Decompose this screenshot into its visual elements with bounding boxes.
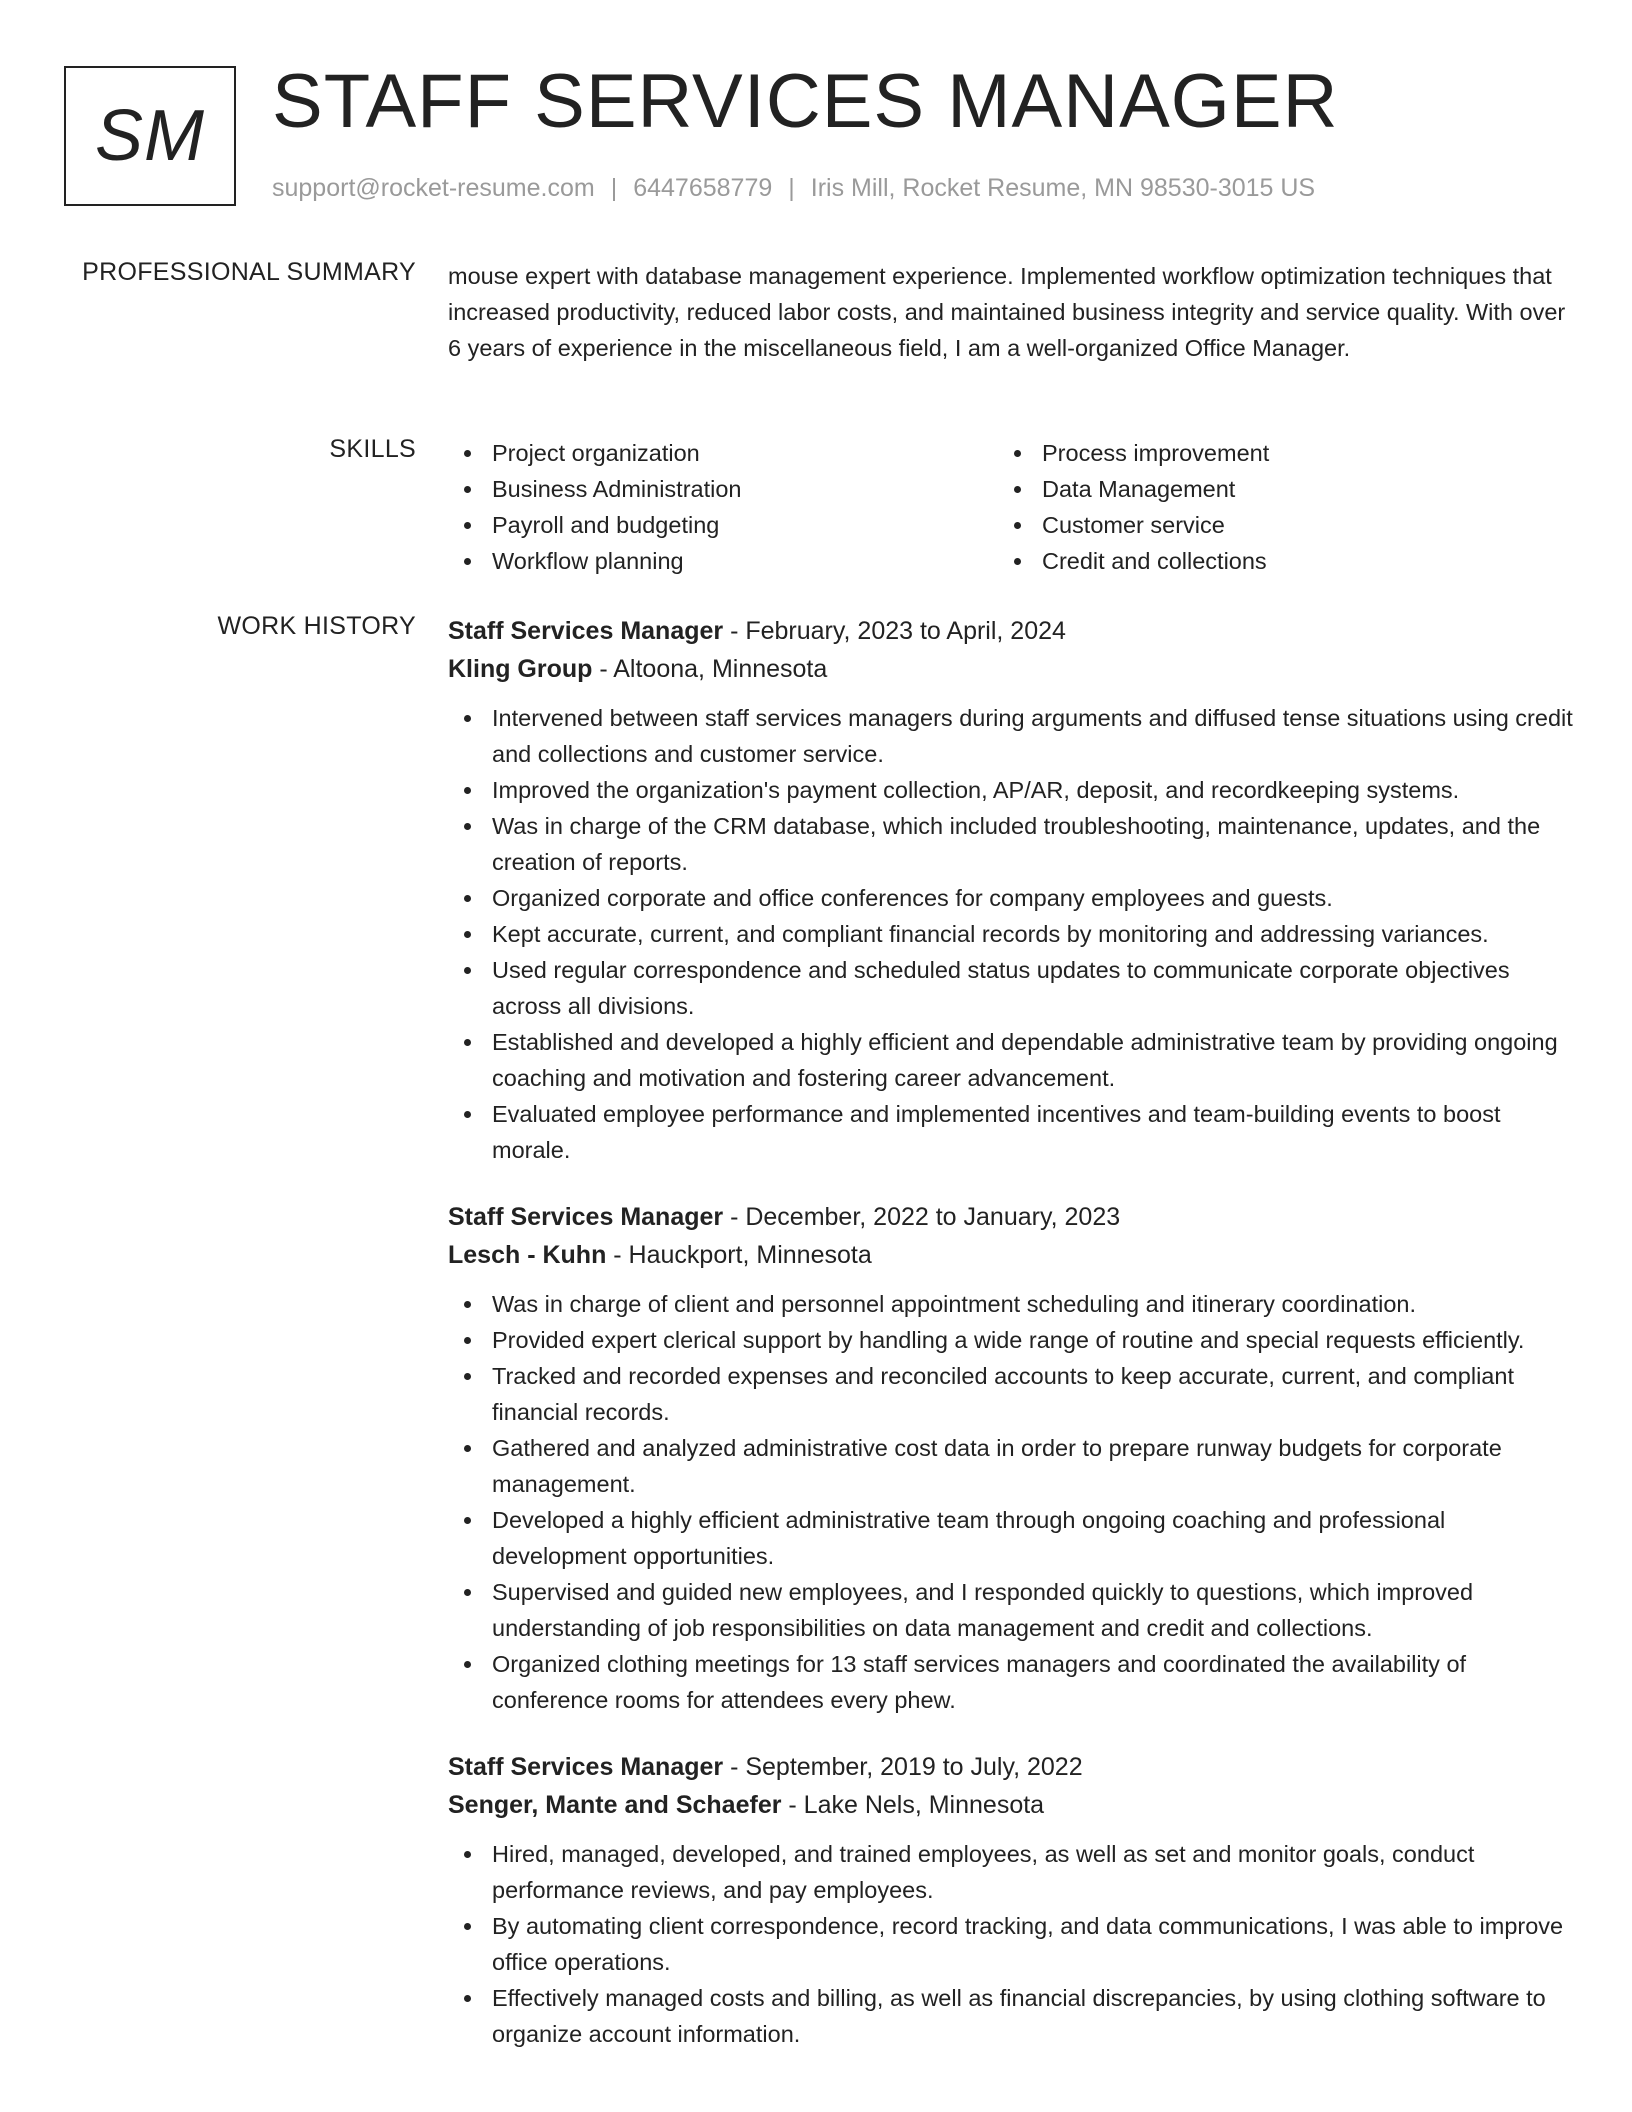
job-dates: - December, 2022 to January, 2023 — [723, 1203, 1121, 1231]
job-title: Staff Services Manager — [448, 1753, 724, 1781]
job-bullet: Intervened between staff services managers during arguments and diffused tense situations using credit and collections and customer service. — [448, 700, 1578, 772]
section-label: PROFESSIONAL SUMMARY — [82, 258, 416, 286]
job-bullet: Used regular correspondence and scheduled status updates to communicate corporate objectives across all divisions. — [448, 952, 1578, 1024]
job-bullet: Developed a highly efficient administrative team through ongoing coaching and professional development opportunities. — [448, 1502, 1578, 1574]
job-bullet: Gathered and analyzed administrative cost data in order to prepare runway budgets for corporate management. — [448, 1430, 1578, 1502]
job-bullet: Was in charge of the CRM database, which included troubleshooting, maintenance, updates, and the creation of reports. — [448, 808, 1578, 880]
company-name: Kling Group — [448, 655, 593, 683]
section-label: WORK HISTORY — [217, 612, 416, 640]
skills-body — [448, 435, 1578, 579]
section-label: SKILLS — [329, 435, 416, 463]
skill-item: Customer service — [998, 507, 1548, 543]
skill-item: Credit and collections — [998, 543, 1548, 579]
monogram-badge — [64, 66, 236, 206]
job-bullet: Supervised and guided new employees, and I responded quickly to questions, which improved understanding of job responsibilities on data management and credit and collections. — [448, 1574, 1578, 1646]
job-bullet: Evaluated employee performance and implemented incentives and team-building events to boost morale. — [448, 1096, 1578, 1168]
job-title: Staff Services Manager — [448, 617, 724, 645]
job-bullet: Improved the organization's payment collection, AP/AR, deposit, and recordkeeping systems. — [448, 772, 1578, 808]
summary-body — [448, 258, 1578, 366]
job-title-line — [448, 1198, 1578, 1236]
company-location: - Lake Nels, Minnesota — [781, 1791, 1045, 1819]
job-bullet: Hired, managed, developed, and trained employees, as well as set and monitor goals, conduct performance reviews, and pay employees. — [448, 1836, 1578, 1908]
job-bullet: Effectively managed costs and billing, as well as financial discrepancies, by using clothing software to organize account information. — [448, 1980, 1578, 2052]
job-bullets — [448, 700, 1578, 1168]
job-bullet: Tracked and recorded expenses and reconciled accounts to keep accurate, current, and compliant financial records. — [448, 1358, 1578, 1430]
company-location: - Altoona, Minnesota — [592, 655, 828, 683]
skill-item: Business Administration — [448, 471, 998, 507]
skill-item: Process improvement — [998, 435, 1548, 471]
company-name: Lesch - Kuhn — [448, 1241, 607, 1269]
company-line — [448, 650, 1578, 688]
summary-text: mouse expert with database management experience. Implemented workflow optimization techniques that increased productivity, reduced labor costs, and maintained business integrity and service quality. With over 6 years of experience in the miscellaneous field, I am a well-organized Office Manager. — [448, 263, 1566, 361]
monogram-initials: SM — [95, 96, 205, 176]
job-bullet: By automating client correspondence, record tracking, and data communications, I was able to improve office operations. — [448, 1908, 1578, 1980]
contact-address: Iris Mill, Rocket Resume, MN 98530-3015 US — [810, 174, 1316, 202]
skills-list-left — [448, 435, 998, 579]
skills-grid — [448, 435, 1578, 579]
company-line — [448, 1236, 1578, 1274]
skill-item: Data Management — [998, 471, 1548, 507]
contact-info — [272, 174, 1315, 203]
job-bullet: Organized corporate and office conferences for company employees and guests. — [448, 880, 1578, 916]
work-history-body — [448, 612, 1578, 2082]
job-bullet: Kept accurate, current, and compliant financial records by monitoring and addressing variances. — [448, 916, 1578, 952]
job-bullet: Established and developed a highly efficient and dependable administrative team by providing ongoing coaching and motivation and fostering career advancement. — [448, 1024, 1578, 1096]
job-entry — [448, 1748, 1578, 2052]
page-title: STAFF SERVICES MANAGER — [272, 59, 1339, 144]
job-entry — [448, 612, 1578, 1168]
job-dates: - September, 2019 to July, 2022 — [723, 1753, 1083, 1781]
skill-item: Project organization — [448, 435, 998, 471]
job-dates: - February, 2023 to April, 2024 — [723, 617, 1066, 645]
skills-list-right — [998, 435, 1548, 579]
contact-email: support@rocket-resume.com — [272, 174, 595, 202]
job-title-line — [448, 612, 1578, 650]
contact-separator: | — [788, 174, 795, 202]
skill-item: Payroll and budgeting — [448, 507, 998, 543]
job-bullet: Organized clothing meetings for 13 staff services managers and coordinated the availability of conference rooms for attendees every phew. — [448, 1646, 1578, 1718]
job-bullets — [448, 1836, 1578, 2052]
job-title: Staff Services Manager — [448, 1203, 724, 1231]
job-bullet: Provided expert clerical support by handling a wide range of routine and special requests efficiently. — [448, 1322, 1578, 1358]
contact-separator: | — [610, 174, 618, 202]
skill-item: Workflow planning — [448, 543, 998, 579]
job-entry — [448, 1198, 1578, 1718]
company-name: Senger, Mante and Schaefer — [448, 1791, 782, 1819]
company-line — [448, 1786, 1578, 1824]
job-bullet: Was in charge of client and personnel appointment scheduling and itinerary coordination. — [448, 1286, 1578, 1322]
company-location: - Hauckport, Minnesota — [606, 1241, 872, 1269]
job-bullets — [448, 1286, 1578, 1718]
job-title-line — [448, 1748, 1578, 1786]
contact-phone: 6447658779 — [633, 174, 773, 202]
